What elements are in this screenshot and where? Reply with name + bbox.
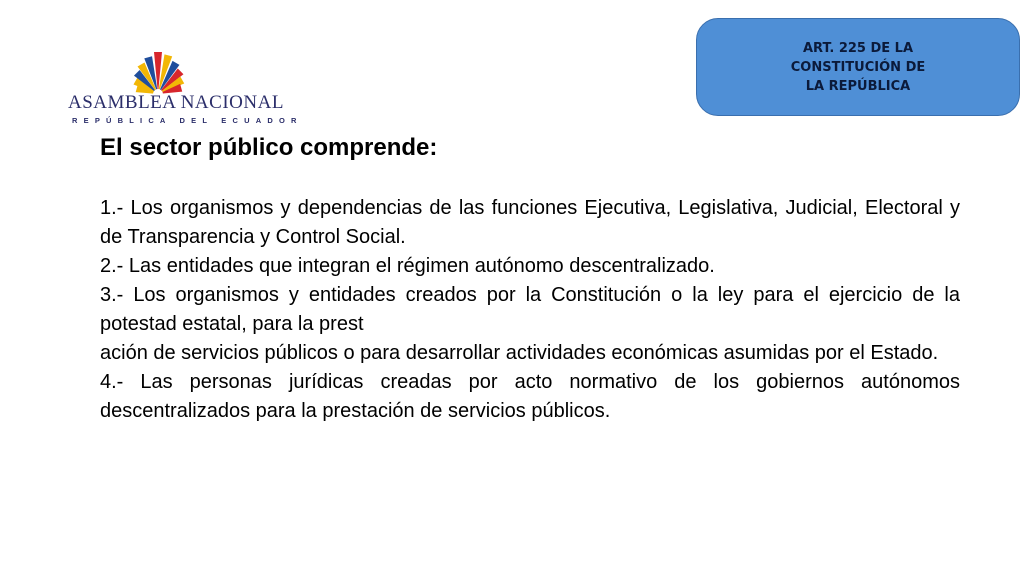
item-list — [100, 194, 960, 426]
list-item: 1.- Los organismos y dependencias de las funciones Ejecutiva, Legislativa, Judicial, Electoral y de Transparencia y Control Social. — [100, 197, 960, 248]
logo-subtitle: REPÚBLICA DEL ECUADOR — [72, 116, 303, 125]
slide-content — [100, 132, 960, 426]
article-line-3: LA REPÚBLICA — [805, 78, 911, 94]
list-item: 3.- Los organismos y entidades creados por la Constitución o la ley para el ejercicio de la potestad estatal, para la prest — [100, 284, 960, 335]
logo-name: ASAMBLEA NACIONAL — [68, 92, 284, 113]
slide-heading: El sector público comprende: — [100, 134, 438, 161]
list-item: 2.- Las entidades que integran el régimen autónomo descentralizado. — [100, 255, 715, 277]
list-item: 4.- Las personas jurídicas creadas por acto normativo de los gobiernos autónomos descentralizados para la prestación de servicios públicos. — [100, 371, 960, 422]
article-reference-box — [696, 18, 1020, 116]
list-item: ación de servicios públicos o para desarrollar actividades económicas asumidas por el Estado. — [100, 342, 939, 364]
emblem-icon — [108, 36, 208, 96]
article-line-2: CONSTITUCIÓN DE — [790, 59, 926, 75]
article-line-1: ART. 225 DE LA — [802, 40, 914, 56]
asamblea-nacional-logo — [64, 36, 303, 126]
